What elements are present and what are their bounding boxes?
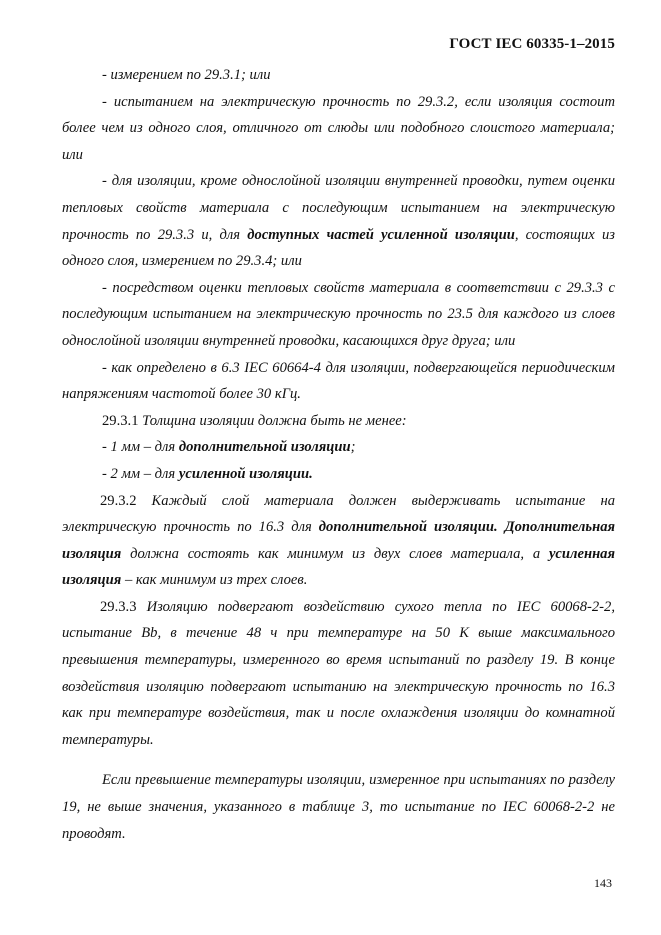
page-number: 143 bbox=[594, 876, 612, 890]
defined-term: дополнительной изоляции bbox=[178, 439, 351, 456]
clause-number: 29.3.3 bbox=[100, 598, 137, 615]
text-run: – как минимум из трех слоев. bbox=[121, 572, 308, 589]
document-body bbox=[62, 62, 615, 847]
clause-number: 29.3.2 bbox=[100, 492, 137, 509]
defined-term: усиленной изоляции. bbox=[178, 465, 313, 482]
text-run: ; bbox=[350, 439, 356, 456]
defined-term: доступных частей усиленной изоляции bbox=[247, 226, 515, 243]
text-run: - для изоляции, кроме однослойной изоляции внутренней проводки, путем оценки тепловых свойств материала с последующим испытанием на электрическую прочность по 29.3.3 и, для bbox=[62, 173, 615, 243]
clause-29-3-1 bbox=[62, 408, 615, 435]
list-item bbox=[62, 168, 615, 274]
paragraph: Если превышение температуры изоляции, измеренное при испытаниях по разделу 19, не выше значения, указанного в таблице 3, то испытание по IEC 60068-2-2 не проводят. bbox=[62, 772, 615, 842]
text-run: Изоляцию подвергают воздействию сухого тепла по IEC 60068-2-2, испытание Bb, в течение 48 ч при температуре на 50 К выше максимального превышения температуры, измеренного во время испытаний по разделу 19. В конце воздействия изоляцию подвергают испытанию на электрическую прочность по 16.3 как при температуре воздействия, так и после охлаждения изоляции до комнатной температуры. bbox=[62, 598, 615, 748]
clause-number: 29.3.1 bbox=[102, 412, 139, 429]
list-item bbox=[62, 461, 615, 488]
clause-29-3-3 bbox=[62, 594, 615, 754]
text-run: , состоящих из одного слоя, измерением по 29.3.4; или bbox=[62, 226, 615, 270]
list-item: - посредством оценки тепловых свойств материала в соответствии с 29.3.3 с последующим испытанием на электрическую прочность по 23.5 для каждого из слоев однослойной изоляции внутренней проводки, касающихся друг друга; или bbox=[62, 279, 615, 349]
list-item: - как определено в 6.3 IEC 60664-4 для изоляции, подвергающейся периодическим напряжениям частотой более 30 кГц. bbox=[62, 359, 615, 403]
defined-term: дополнительной изоляции. Дополнительная изоляция bbox=[62, 519, 616, 562]
text-run: должна состоять как минимум из двух слоев материала, а bbox=[121, 545, 549, 562]
defined-term: усиленная изоляция bbox=[62, 545, 615, 589]
text-run: Толщина изоляции должна быть не менее: bbox=[138, 412, 407, 429]
list-item: - измерением по 29.3.1; или bbox=[102, 67, 271, 83]
document-header: ГОСТ IEC 60335-1–2015 bbox=[449, 36, 615, 52]
list-item: - испытанием на электрическую прочность по 29.3.2, если изоляция состоит более чем из одного слоя, отличного от слюды или подобного слоистого материала; или bbox=[62, 93, 615, 163]
list-item bbox=[62, 434, 615, 461]
text-run: Каждый слой материала должен выдерживать испытание на электрическую прочность по 16.3 для bbox=[62, 492, 615, 536]
clause-29-3-2 bbox=[62, 488, 615, 594]
text-run: - 2 мм – для bbox=[102, 465, 179, 482]
text-run: - 1 мм – для bbox=[102, 439, 179, 456]
